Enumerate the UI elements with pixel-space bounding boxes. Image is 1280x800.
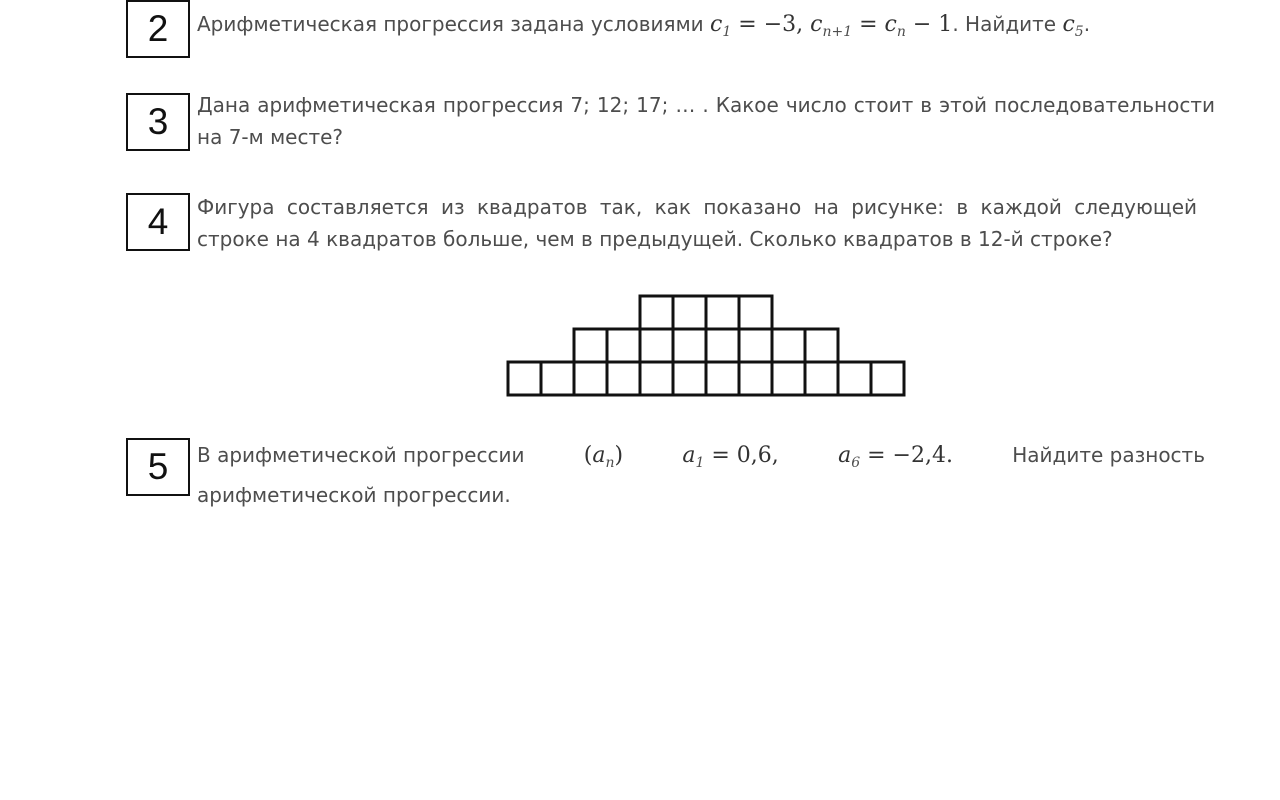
figure-square (706, 296, 739, 329)
figure-square (640, 329, 673, 362)
figure-square (607, 329, 640, 362)
figure-square (574, 329, 607, 362)
q5-var-an: a (592, 443, 606, 468)
q5-line-1 (197, 439, 1205, 479)
q5-paren-open: ( (583, 443, 593, 468)
q2-sub-5: 5 (1074, 24, 1084, 40)
q5-text-a: В арифметической прогрессии (197, 443, 525, 467)
question-number-3: 3 (126, 93, 190, 151)
figure-square (805, 362, 838, 395)
q5-sub-1: 1 (695, 455, 705, 471)
figure-square (541, 362, 574, 395)
question-3-text: Дана арифметическая прогрессия 7; 12; 17; … . Какое число стоит в этой последовательности на 7-м месте? (197, 93, 1215, 149)
q2-minus1: − 1 (905, 12, 953, 37)
q2-dot: . (1083, 12, 1091, 36)
figure-square (772, 362, 805, 395)
figure-square (706, 362, 739, 395)
figure-square (673, 362, 706, 395)
figure-square (574, 362, 607, 395)
figure-square (838, 362, 871, 395)
q5-var-a6: a (838, 443, 852, 468)
figure-square (871, 362, 904, 395)
figure-square (640, 362, 673, 395)
figure-square (805, 329, 838, 362)
q2-sub-n: n (896, 24, 906, 40)
q2-sub-n1: n+1 (822, 24, 853, 40)
q2-text-b: . Найдите (952, 12, 1063, 36)
q2-eq-val: = −3, (731, 12, 811, 37)
question-number-2: 2 (126, 0, 190, 58)
figure-square (739, 296, 772, 329)
q5-var-a1: a (682, 443, 696, 468)
q2-eq2: = (852, 12, 885, 37)
q5-a6-val: = −2,4. (860, 443, 953, 468)
q5-paren-close: ) (614, 443, 624, 468)
q5-a1 (682, 439, 778, 479)
q2-var-c1: c (710, 12, 723, 37)
figure-square (607, 362, 640, 395)
q2-sub-1: 1 (722, 24, 732, 40)
squares-figure (500, 290, 920, 400)
question-2-text (197, 8, 1217, 48)
question-4-text: Фигура составляется из квадратов так, как показано на рисунке: в каждой следующей строке на 4 квадратов больше, чем в предыдущей. Сколько квадратов в 12-й строке? (197, 195, 1197, 251)
figure-square (640, 296, 673, 329)
figure-square (739, 329, 772, 362)
q2-var-c5: c (1062, 12, 1075, 37)
figure-square (508, 362, 541, 395)
question-number-4: 4 (126, 193, 190, 251)
q5-sub-n: n (605, 455, 615, 471)
q2-text-a: Арифметическая прогрессия задана условиями (197, 12, 711, 36)
question-number-5: 5 (126, 438, 190, 496)
figure-square (772, 329, 805, 362)
question-5-text (197, 439, 1207, 511)
q5-sub-6: 6 (851, 455, 861, 471)
figure-square (706, 329, 739, 362)
figure-square (673, 296, 706, 329)
figure-square (739, 362, 772, 395)
q5-a6 (838, 439, 953, 479)
q5-a1-val: = 0,6, (704, 443, 779, 468)
q5-text-b: Найдите разность (1012, 443, 1205, 467)
q2-var-cn1: c (810, 12, 823, 37)
q5-sequence (584, 439, 623, 479)
figure-square (673, 329, 706, 362)
q2-var-cn: c (884, 12, 897, 37)
q5-line-2: арифметической прогрессии. (197, 483, 511, 507)
